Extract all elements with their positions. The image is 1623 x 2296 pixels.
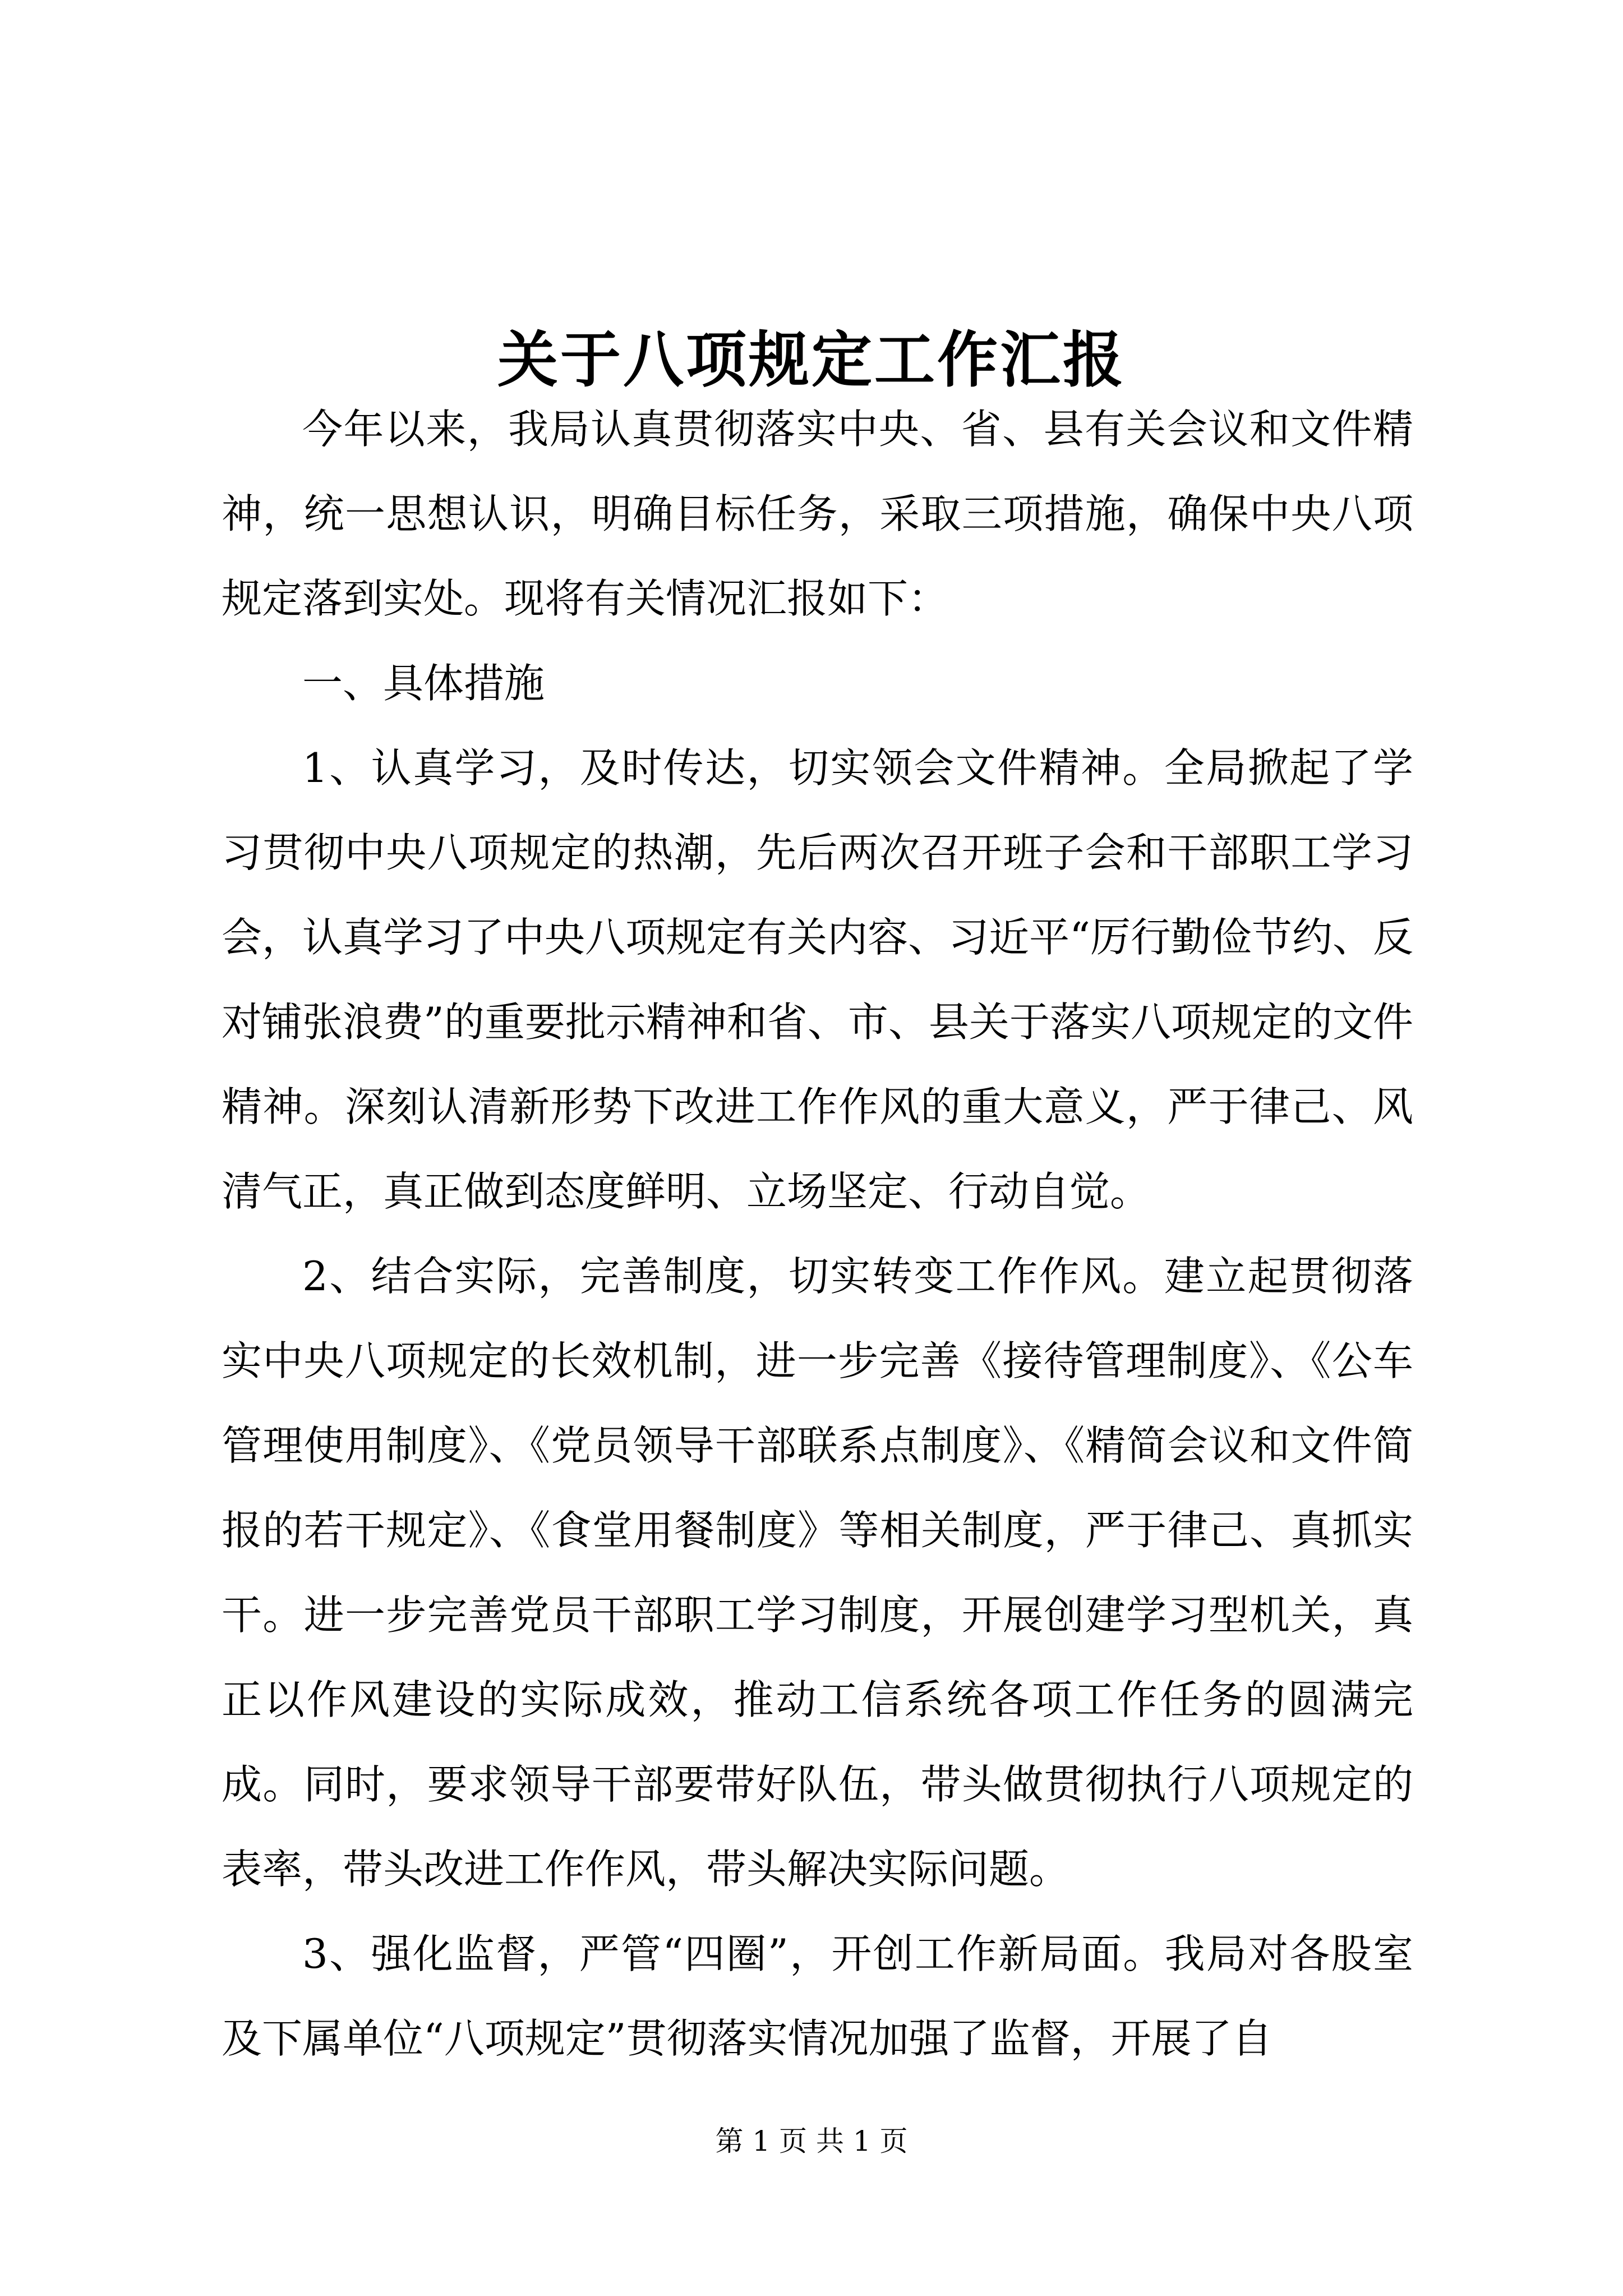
measure-paragraph-1: 1、认真学习，及时传达，切实领会文件精神。全局掀起了学习贯彻中央八项规定的热潮，先后两次召开班子会和干部职工学习会，认真学习了中央八项规定有关内容、习近平“厉行勤俭节约、反对铺张浪费”的重要批示精神和省、市、县关于落实八项规定的文件精神。深刻认清新形势下改进工作作风的重大意义，严于律己、风清气正，真正做到态度鲜明、立场坚定、行动自觉。 bbox=[222, 744, 1413, 1215]
measure-paragraph-2: 2、结合实际，完善制度，切实转变工作作风。建立起贯彻落实中央八项规定的长效机制，进一步完善《接待管理制度》、《公车管理使用制度》、《党员领导干部联系点制度》、《精简会议和文件简报的若干规定》、《食堂用餐制度》等相关制度，严于律己、真抓实干。进一步完善党员干部职工学习制度，开展创建学习型机关，真正以作风建设的实际成效，推动工信系统各项工作任务的圆满完成。同时，要求领导干部要带好队伍，带头做贯彻执行八项规定的表率，带头改进工作作风，带头解决实际问题。 bbox=[222, 1253, 1413, 1893]
section-heading: 一、具体措施 bbox=[302, 660, 545, 707]
measure-paragraph-3: 3、强化监督，严管“四圈”，开创工作新局面。我局对各股室及下属单位“八项规定”贯彻落实情况加强了监督，开展了自 bbox=[222, 1930, 1413, 2062]
intro-paragraph: 今年以来，我局认真贯彻落实中央、省、县有关会议和文件精神，统一思想认识，明确目标任务，采取三项措施，确保中央八项规定落到实处。现将有关情况汇报如下： bbox=[222, 406, 1413, 622]
document-title: 关于八项规定工作汇报 bbox=[497, 325, 1126, 396]
document-body bbox=[222, 387, 1413, 2081]
page-footer: 第 1 页 共 1 页 bbox=[715, 2125, 908, 2157]
